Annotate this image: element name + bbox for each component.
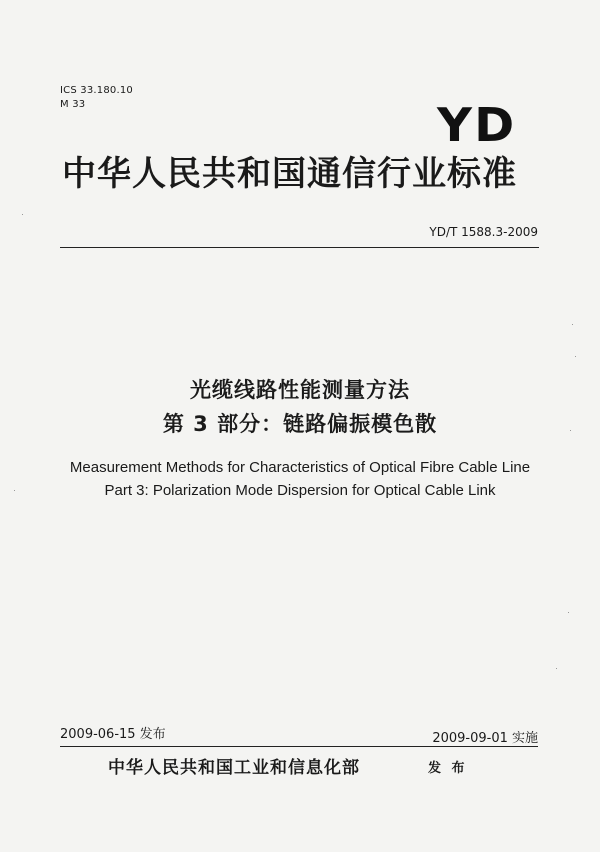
ccs-code: M 33 [60,99,86,110]
scan-speckle [572,324,573,325]
title-cn-line1: 光缆线路性能测量方法 [190,378,410,402]
header-divider [60,247,539,248]
scan-speckle [556,668,557,669]
issuer-name: 中华人民共和国工业和信息化部 [108,758,360,778]
issuer-suffix: 发 布 [428,761,468,776]
scan-speckle [568,612,569,613]
implement-date: 2009-09-01 实施 [432,731,538,746]
title-en-line2: Part 3: Polarization Mode Dispersion for Optical Cable Link [104,482,496,499]
publish-date: 2009-06-15 发布 [60,727,166,742]
title-en-line1: Measurement Methods for Characteristics of Optical Fibre Cable Line [69,459,531,476]
classification-codes [60,84,133,112]
footer-divider [60,746,538,747]
scan-speckle [22,214,23,215]
scan-speckle [575,356,576,357]
scan-speckle [570,430,571,431]
scan-speckle [14,490,15,491]
standard-number: YD/T 1588.3-2009 [429,225,538,239]
title-cn-line2: 第 3 部分：链路偏振模色散 [162,412,438,436]
ics-code: ICS 33.180.10 [60,85,133,96]
yd-logo: YD [437,98,517,152]
organization-title: 中华人民共和国通信行业标准 [62,154,517,194]
